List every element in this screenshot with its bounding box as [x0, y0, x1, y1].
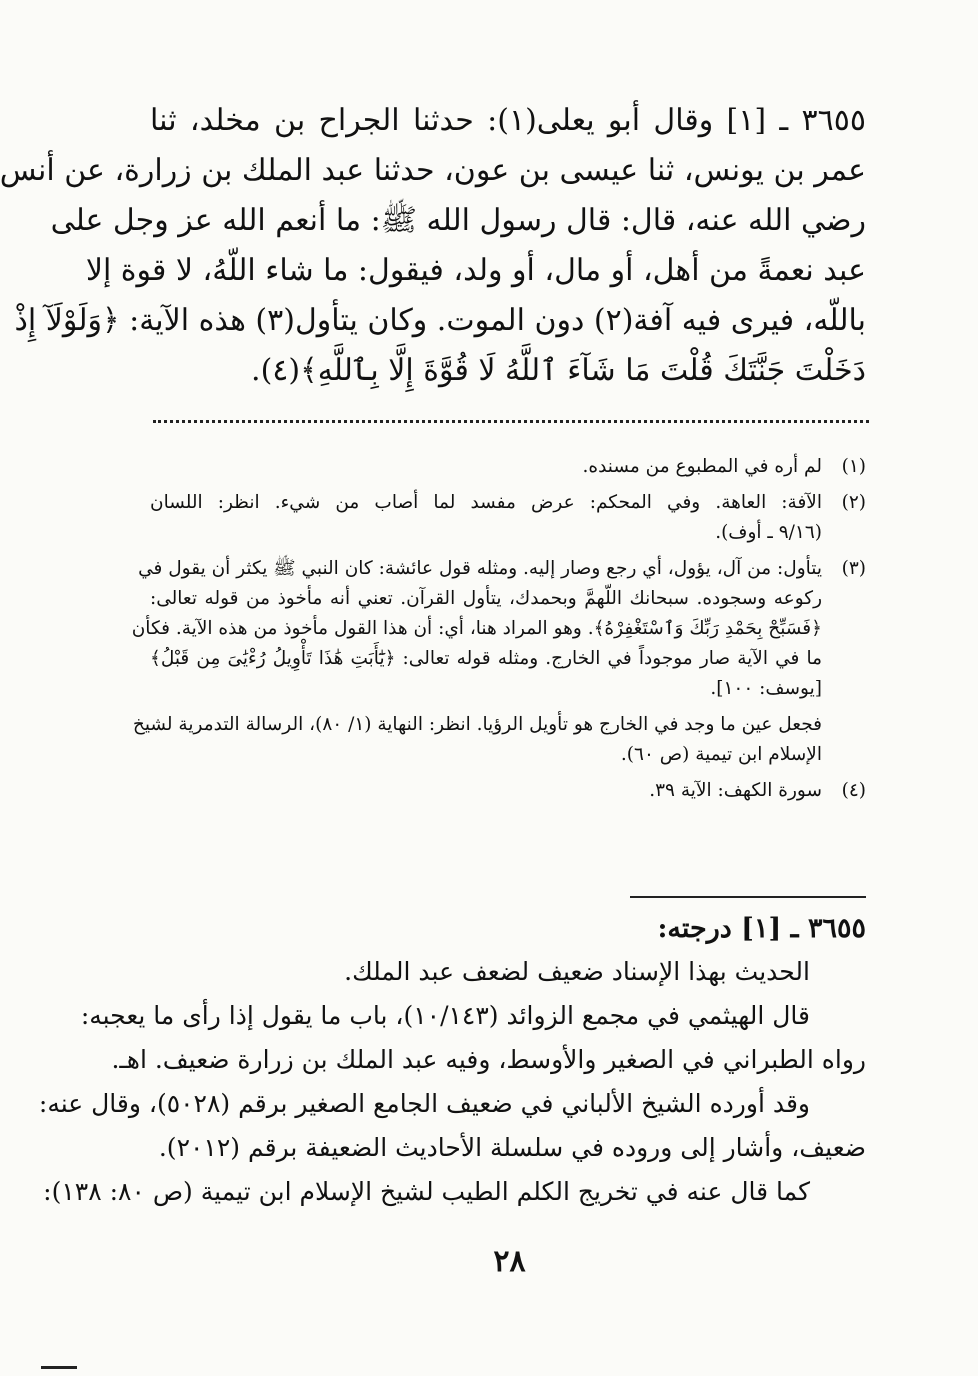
- footnote: [132, 710, 866, 770]
- footnote-number: (١): [841, 456, 866, 477]
- footnote-line: ﴿فَسَبِّحْ بِحَمْدِ رَبِّكَ وَٱسْتَغْفِرْهُ﴾. وهو المراد هنا، أي: أن هذا القول مأخوذ من هذه الآية. فكأن: [131, 618, 822, 639]
- footnote-line: الإسلام ابن تيمية (ص ٦٠).: [620, 744, 822, 765]
- text-line: ٣٦٥٥ ـ [١] وقال أبو يعلى(١): حدثنا الجراح بن مخلد، ثنا: [150, 103, 866, 138]
- footnote-line: ما في الآية صار موجوداً في الخارج. ومثله قوله تعالى: ﴿يَٰٓأَبَتِ هَٰذَا تَأْوِيلُ رُءْيَٰىَ مِن قَبْلُ﴾: [150, 648, 822, 669]
- footnote-number: (٣): [841, 558, 866, 579]
- text-line: عمر بن يونس، ثنا عيسى بن عون، حدثنا عبد الملك بن زرارة، عن أنس: [0, 153, 866, 188]
- text-line: رضي الله عنه، قال: قال رسول الله ﷺ: ما أنعم الله عز وجل على: [50, 203, 866, 238]
- footnote: [150, 452, 866, 482]
- footnote: [131, 554, 866, 704]
- grade-section: [38, 908, 866, 1214]
- grade-line: كما قال عنه في تخريج الكلم الطيب لشيخ الإسلام ابن تيمية (ص ٨٠: ١٣٨):: [43, 1177, 810, 1206]
- footnote-line: الآفة: العاهة. وفي المحكم: عرض مفسد لما أصاب من شيء. انظر: اللسان: [150, 492, 822, 513]
- footnote: [150, 488, 866, 548]
- hadith-text: [0, 96, 866, 396]
- page-number: ٢٨: [493, 1244, 526, 1279]
- footnote-line: سورة الكهف: الآية ٣٩.: [649, 780, 822, 801]
- grade-line: رواه الطبراني في الصغير والأوسط، وفيه عبد الملك بن زرارة ضعيف. اهـ.: [111, 1045, 866, 1074]
- footnote-line: لم أره في المطبوع من مسنده.: [582, 456, 822, 477]
- text-line: باللّه، فيرى فيه آفة(٢) دون الموت. وكان يتأول(٣) هذه الآية: ﴿وَلَوْلَآ إِذْ: [14, 303, 866, 338]
- footnote-line: ركوعه وسجوده. سبحانك اللّهمَّ وبحمدك، يتأول القرآن. تعني أنه مأخوذ من قوله تعالى:: [150, 588, 822, 609]
- scan-edge-mark: [41, 1366, 77, 1369]
- footnote-line: [يوسف: ١٠٠].: [710, 678, 822, 699]
- footnote-dotted-separator: [153, 420, 869, 423]
- footnote: [150, 776, 866, 806]
- grade-line: ضعيف، وأشار إلى وروده في سلسلة الأحاديث الضعيفة برقم (٢٠١٢).: [158, 1133, 866, 1162]
- footnote-line: يتأول: من آل، يؤول، أي رجع وصار إليه. ومثله قول عائشة: كان النبي ﷺ يكثر أن يقول في: [138, 558, 822, 579]
- grade-line: الحديث بهذا الإسناد ضعيف لضعف عبد الملك.: [344, 957, 810, 986]
- footnote-number: (٢): [841, 492, 866, 513]
- grade-line: وقد أورده الشيخ الألباني في ضعيف الجامع الصغير برقم (٥٠٢٨)، وقال عنه:: [38, 1089, 810, 1118]
- grade-separator-line: [630, 896, 866, 898]
- text-line: عبد نعمةً من أهل، أو مال، أو ولد، فيقول: ما شاء اللّهُ، لا قوة إلا: [85, 253, 866, 288]
- grade-heading: ٣٦٥٥ ـ [١] درجته:: [657, 913, 866, 944]
- footnote-line: فجعل عين ما وجد في الخارج هو تأويل الرؤيا. انظر: النهاية (١/ ٨٠)، الرسالة التدمرية لشيخ: [132, 714, 822, 735]
- footnote-number: (٤): [841, 780, 866, 801]
- footnote-line: (٩/١٦ ـ أوف).: [715, 522, 822, 543]
- text-line: دَخَلْتَ جَنَّتَكَ قُلْتَ مَا شَآءَ ٱللَّهُ لَا قُوَّةَ إِلَّا بِٱللَّهِ﴾(٤).: [251, 353, 866, 388]
- grade-line: قال الهيثمي في مجمع الزوائد (١٠/١٤٣)، باب ما يقول إذا رأى ما يعجبه:: [80, 1001, 810, 1030]
- footnotes: [131, 452, 866, 812]
